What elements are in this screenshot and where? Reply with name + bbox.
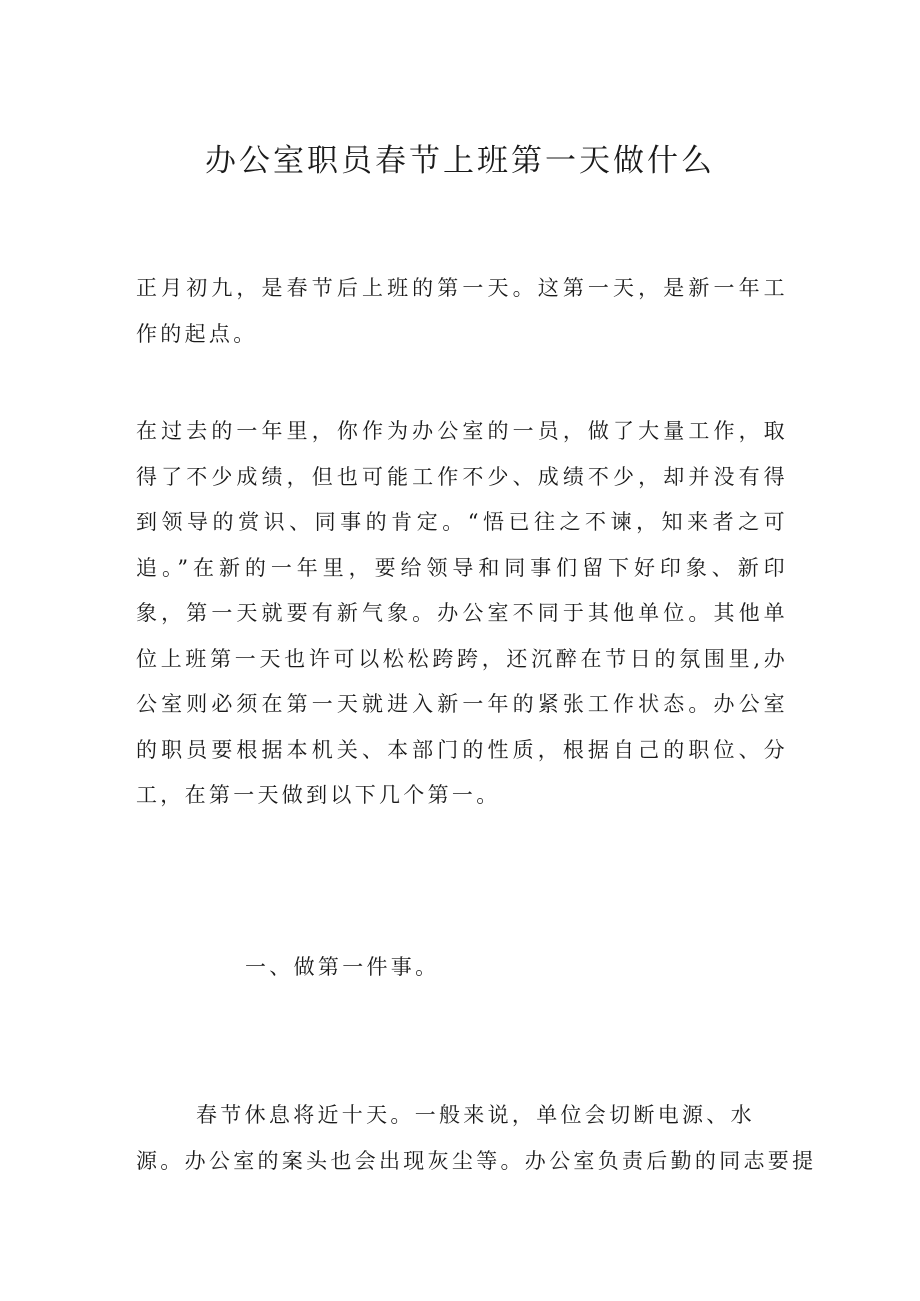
section-heading: 一、做第一件事。 (245, 955, 440, 979)
section-paragraph-line: 源。办公室的案头也会出现灰尘等。办公室负责后勤的同志要提 (136, 1148, 817, 1173)
section-paragraph (136, 1093, 817, 1184)
paragraph-intro: 正月初九，是春节后上班的第一天。这第一天，是新一年工作的起点。 (136, 276, 788, 346)
paragraph-body: 在过去的一年里，你作为办公室的一员，做了大量工作，取得了不少成绩，但也可能工作不少、成绩不少，却并没有得到领导的赏识、同事的肯定。“悟已往之不谏，知来者之可追。”在新的一年里，要给领导和同事们留下好印象、新印象，第一天就要有新气象。办公室不同于其他单位。其他单位上班第一天也许可以松松跨跨，还沉醉在节日的氛围里,办公室则必须在第一天就进入新一年的紧张工作状态。办公室的职员要根据本机关、本部门的性质，根据自己的职位、分工，在第一天做到以下几个第一。 (136, 419, 788, 807)
document-title: 办公室职员春节上班第一天做什么 (205, 143, 715, 179)
section-paragraph-line: 春节休息将近十天。一般来说，单位会切断电源、水 (196, 1103, 755, 1127)
